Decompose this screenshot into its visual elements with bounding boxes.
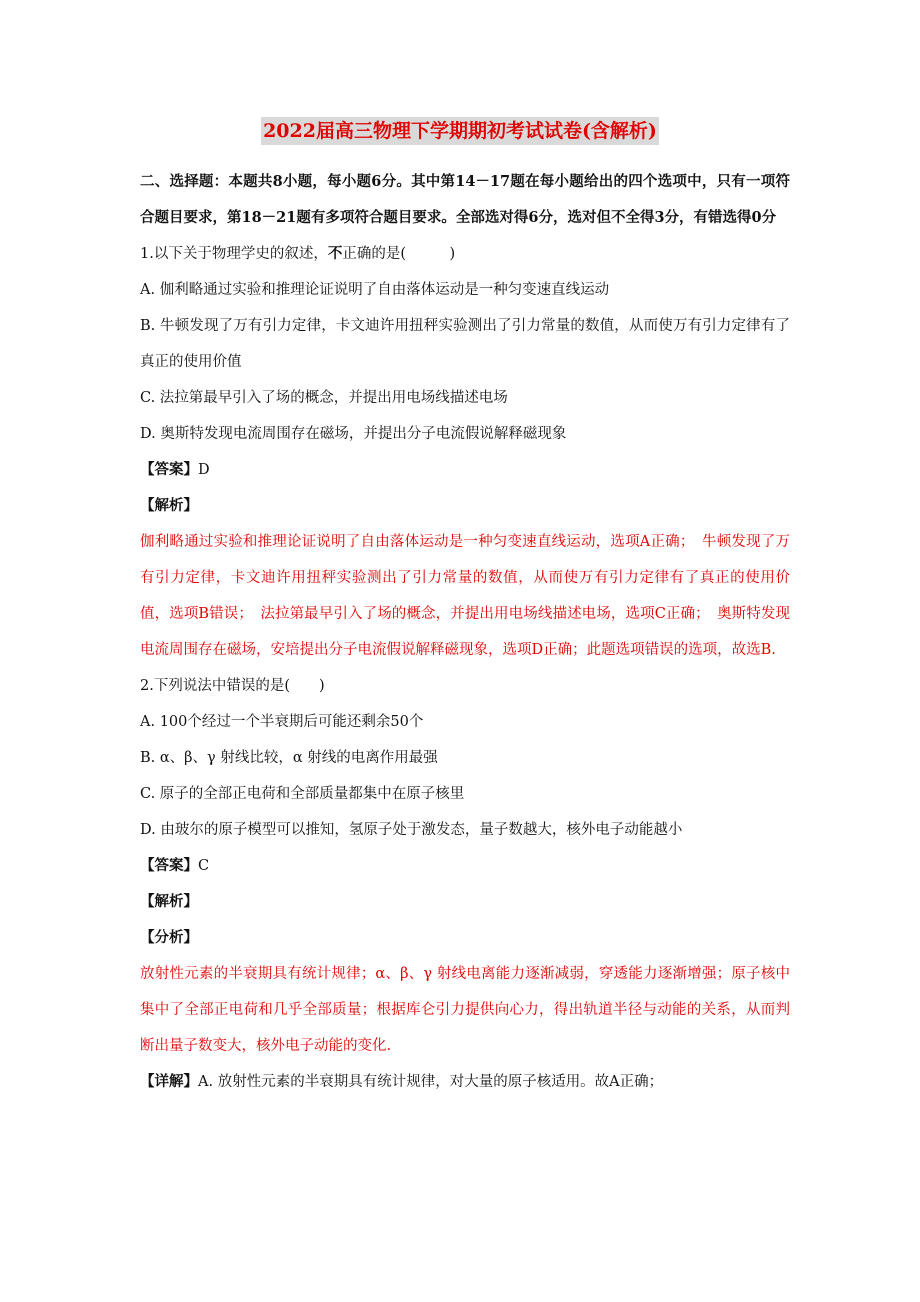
answer-value: D bbox=[198, 462, 210, 478]
question-2-option-a: A. 100个经过一个半衰期后可能还剩余50个 bbox=[140, 714, 424, 730]
question-1-option-a: A. 伽利略通过实验和推理论证说明了自由落体运动是一种匀变速直线运动 bbox=[140, 282, 610, 298]
document-body bbox=[140, 164, 790, 1100]
question-1-answer bbox=[140, 452, 790, 488]
question-1-option-d: D. 奥斯特发现电流周围存在磁场，并提出分子电流假说解释磁现象 bbox=[140, 426, 567, 442]
question-1-stem-emphasis: 不 bbox=[327, 245, 343, 262]
question-1-stem-prefix: 1.以下关于物理学史的叙述， bbox=[140, 246, 328, 262]
question-1-stem-suffix: 正确的是( ) bbox=[342, 246, 456, 262]
question-1-stem bbox=[140, 236, 790, 272]
question-2-fenxi-label: 【分析】 bbox=[140, 929, 198, 946]
question-2-fenxi: 放射性元素的半衰期具有统计规律；α、β、γ 射线电离能力逐渐减弱，穿透能力逐渐增强；原子核中集中了全部正电荷和几乎全部质量；根据库仑引力提供向心力，得出轨道半径与动能的关系，从而判断出量子数变大，核外电子动能的变化. bbox=[140, 966, 790, 1054]
question-1-option-c: C. 法拉第最早引入了场的概念，并提出用电场线描述电场 bbox=[140, 390, 508, 406]
section-intro: 二、选择题：本题共8小题，每小题6分。其中第14－17题在每小题给出的四个选项中，只有一项符合题目要求，第18－21题有多项符合题目要求。全部选对得6分，选对但不全得3分，有错选得0分 bbox=[140, 173, 790, 226]
question-2-option-c: C. 原子的全部正电荷和全部质量都集中在原子核里 bbox=[140, 786, 465, 802]
answer-label: 【答案】 bbox=[140, 461, 198, 478]
document-title: 2022届高三物理下学期期初考试试卷(含解析) bbox=[261, 117, 659, 145]
question-2-xiangjie bbox=[140, 1064, 790, 1100]
question-2-answer bbox=[140, 848, 790, 884]
answer-label: 【答案】 bbox=[140, 857, 198, 874]
question-1-option-b: B. 牛顿发现了万有引力定律，卡文迪许用扭秤实验测出了引力常量的数值，从而使万有引力定律有了真正的使用价值 bbox=[140, 318, 790, 370]
document-title-wrap bbox=[0, 117, 920, 145]
question-2-option-b: B. α、β、γ 射线比较，α 射线的电离作用最强 bbox=[140, 750, 438, 766]
question-2-stem: 2.下列说法中错误的是( ) bbox=[140, 678, 325, 694]
question-2-analysis-label: 【解析】 bbox=[140, 893, 198, 910]
question-1-analysis: 伽利略通过实验和推理论证说明了自由落体运动是一种匀变速直线运动，选项A正确； 牛顿发现了万有引力定律，卡文迪许用扭秤实验测出了引力常量的数值，从而使万有引力定律有了真正的使用价值，选项B错误； 法拉第最早引入了场的概念，并提出用电场线描述电场，选项C正确； 奥斯特发现电流周围存在磁场，安培提出分子电流假说解释磁现象，选项D正确；此题选项错误的选项，故选B. bbox=[140, 534, 790, 658]
answer-value: C bbox=[198, 858, 210, 874]
xiangjie-label: 【详解】 bbox=[140, 1073, 198, 1090]
question-2-option-d: D. 由玻尔的原子模型可以推知，氢原子处于激发态，量子数越大，核外电子动能越小 bbox=[140, 822, 683, 838]
xiangjie-text: A. 放射性元素的半衰期具有统计规律，对大量的原子核适用。故A正确； bbox=[198, 1074, 664, 1090]
question-1-analysis-label: 【解析】 bbox=[140, 497, 198, 514]
